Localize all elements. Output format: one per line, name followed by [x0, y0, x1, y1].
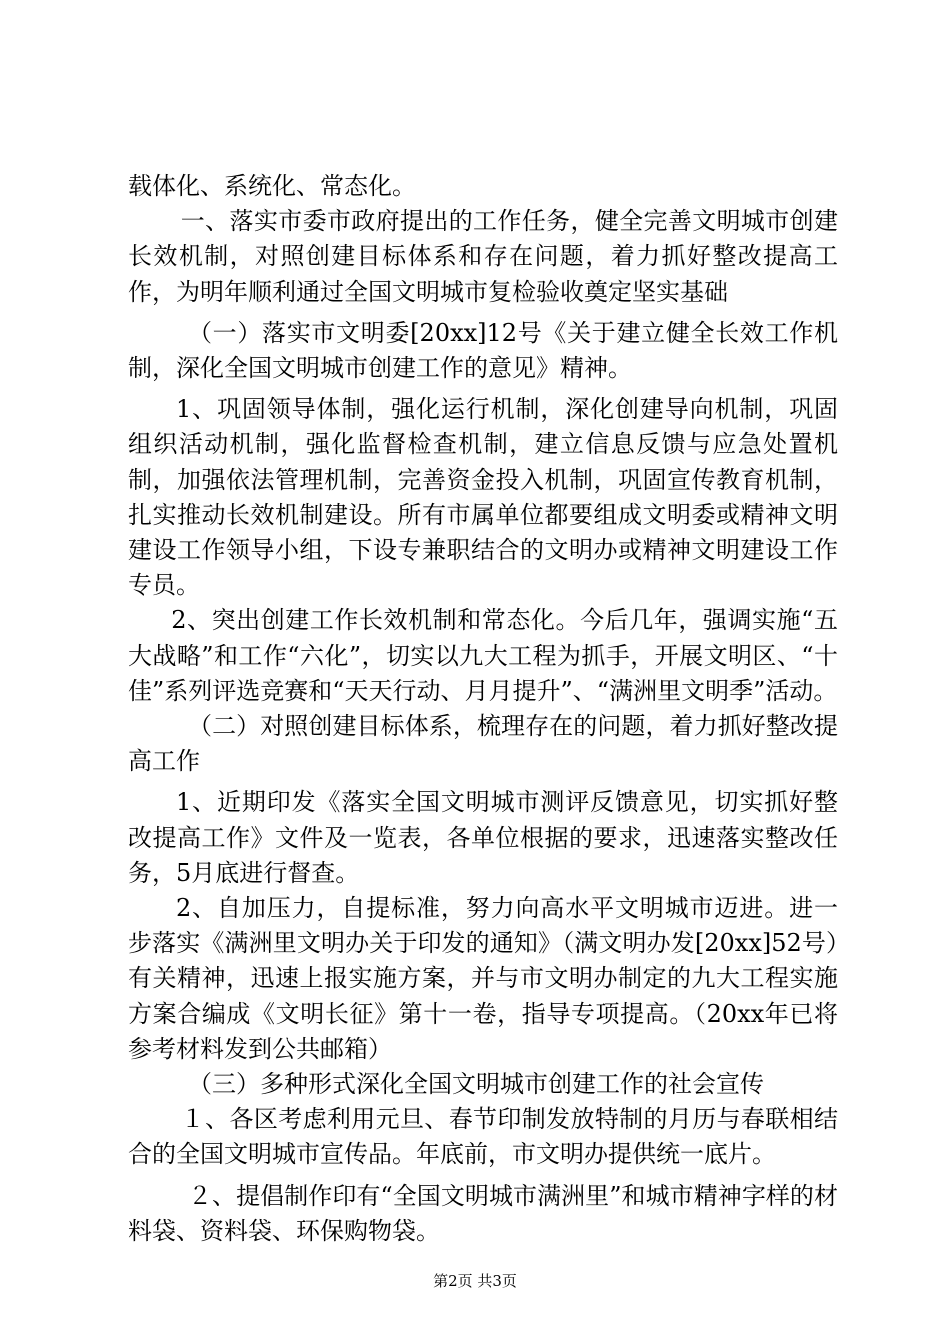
- paragraph-11: ２、提倡制作印有“全国文明城市满洲里”和城市精神字样的材料袋、资料袋、环保购物袋。: [128, 1181, 838, 1245]
- paragraph-3: （一）落实市文明委[20xx]12号《关于建立健全长效工作机制，深化全国文明城市创建工作的意见》精神。: [128, 318, 838, 383]
- paragraph-10: １、各区考虑利用元旦、春节印制发放特制的月历与春联相结合的全国文明城市宣传品。年底前，市文明办提供统一底片。: [128, 1105, 838, 1169]
- paragraph-8: 2、自加压力，自提标准，努力向高水平文明城市迈进。进一步落实《满洲里文明办关于印发的通知》（满文明办发[20xx]52号）有关精神，迅速上报实施方案，并与市文明办制定的九大工程实施方案合编成《文明长征》第十一卷，指导专项提高。（20xx年已将参考材料发到公共邮箱）: [128, 894, 838, 1063]
- document-body: [128, 169, 838, 1249]
- paragraph-1: 载体化、系统化、常态化。: [128, 172, 416, 200]
- paragraph-9: （三）多种形式深化全国文明城市创建工作的社会宣传: [188, 1070, 764, 1099]
- paragraph-6: （二）对照创建目标体系，梳理存在的问题，着力抓好整改提高工作: [128, 712, 838, 776]
- paragraph-7: 1、近期印发《落实全国文明城市测评反馈意见，切实抓好整改提高工作》文件及一览表，各单位根据的要求，迅速落实整改任务，5月底进行督查。: [128, 788, 838, 887]
- paragraph-4: 1、巩固领导体制，强化运行机制，深化创建导向机制，巩固组织活动机制，强化监督检查机制，建立信息反馈与应急处置机制，加强依法管理机制，完善资金投入机制，巩固宣传教育机制，扎实推动长效机制建设。所有市属单位都要组成文明委或精神文明建设工作领导小组，下设专兼职结合的文明办或精神文明建设工作专员。: [128, 395, 838, 600]
- page-number-label: 第2页 共3页: [433, 1272, 517, 1290]
- paragraph-5: 2、突出创建工作长效机制和常态化。今后几年，强调实施“五大战略”和工作“六化”，切实以九大工程为抓手，开展文明区、“十佳”系列评选竞赛和“天天行动、月月提升”、“满洲里文明季”活动。: [128, 606, 838, 705]
- page-footer: [0, 1272, 950, 1290]
- paragraph-2: 一、落实市委市政府提出的工作任务，健全完善文明城市创建长效机制，对照创建目标体系和存在问题，着力抓好整改提高工作，为明年顺利通过全国文明城市复检验收奠定坚实基础: [128, 207, 838, 306]
